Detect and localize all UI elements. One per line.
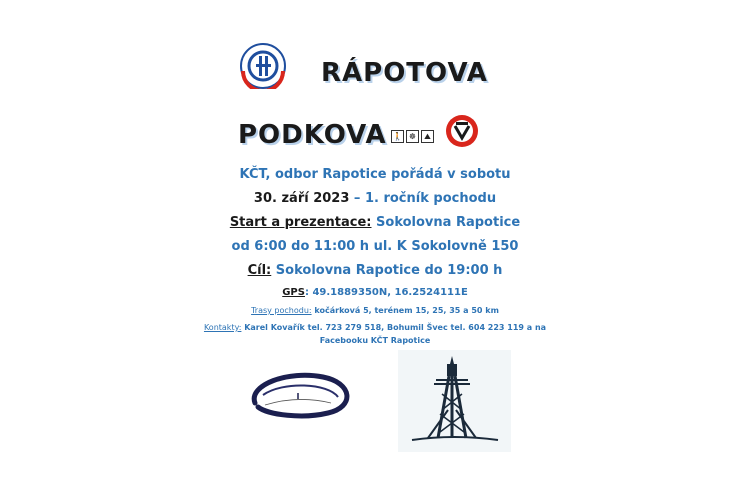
start-label: Start a prezentace:: [229, 215, 372, 230]
contacts-line2: Facebooku KČT Rapotice: [319, 336, 431, 345]
event-date: 30. září 2023: [253, 191, 350, 206]
finish-label: Cíl:: [247, 263, 272, 278]
gps-line: [0, 287, 750, 298]
gps-label: GPS: [282, 287, 305, 298]
horseshoe-drawing: [243, 365, 358, 430]
date-line: [0, 191, 750, 206]
finish-value: Sokolovna Rapotice do 19:00 h: [271, 263, 503, 278]
organizer-line: KČT, odbor Rapotice pořádá v sobotu: [239, 167, 511, 182]
routes-value: kočárková 5, terénem 15, 25, 35 a 50 km: [311, 306, 499, 315]
routes-label: Trasy pochodu:: [251, 306, 312, 315]
hike-icon: ⛰: [421, 130, 434, 143]
kct-logo: [240, 43, 286, 89]
cycle-icon: ☸: [406, 130, 419, 143]
activity-icons: [391, 130, 434, 143]
walk-icon: 🚶: [392, 132, 403, 141]
gps-value: : 49.1889350N, 16.2524111E: [304, 287, 468, 298]
contacts-line: [0, 323, 750, 332]
event-edition: – 1. ročník pochodu: [349, 191, 497, 206]
finish-line: [0, 263, 750, 278]
hours-line: od 6:00 do 11:00 h ul. K Sokolovně 150: [231, 239, 519, 254]
contacts-label: Kontakty:: [203, 323, 242, 332]
start-line: [0, 215, 750, 230]
lookout-tower-drawing: [398, 350, 511, 452]
iml-badge-logo: [445, 114, 479, 148]
title-line1: RÁPOTOVA: [321, 58, 488, 88]
start-value: Sokolovna Rapotice: [371, 215, 521, 230]
routes-line: [0, 306, 750, 315]
contacts-value: Karel Kovařík tel. 723 279 518, Bohumil Švec tel. 604 223 119 a na: [241, 323, 547, 332]
title-line2: PODKOVA: [238, 120, 387, 150]
